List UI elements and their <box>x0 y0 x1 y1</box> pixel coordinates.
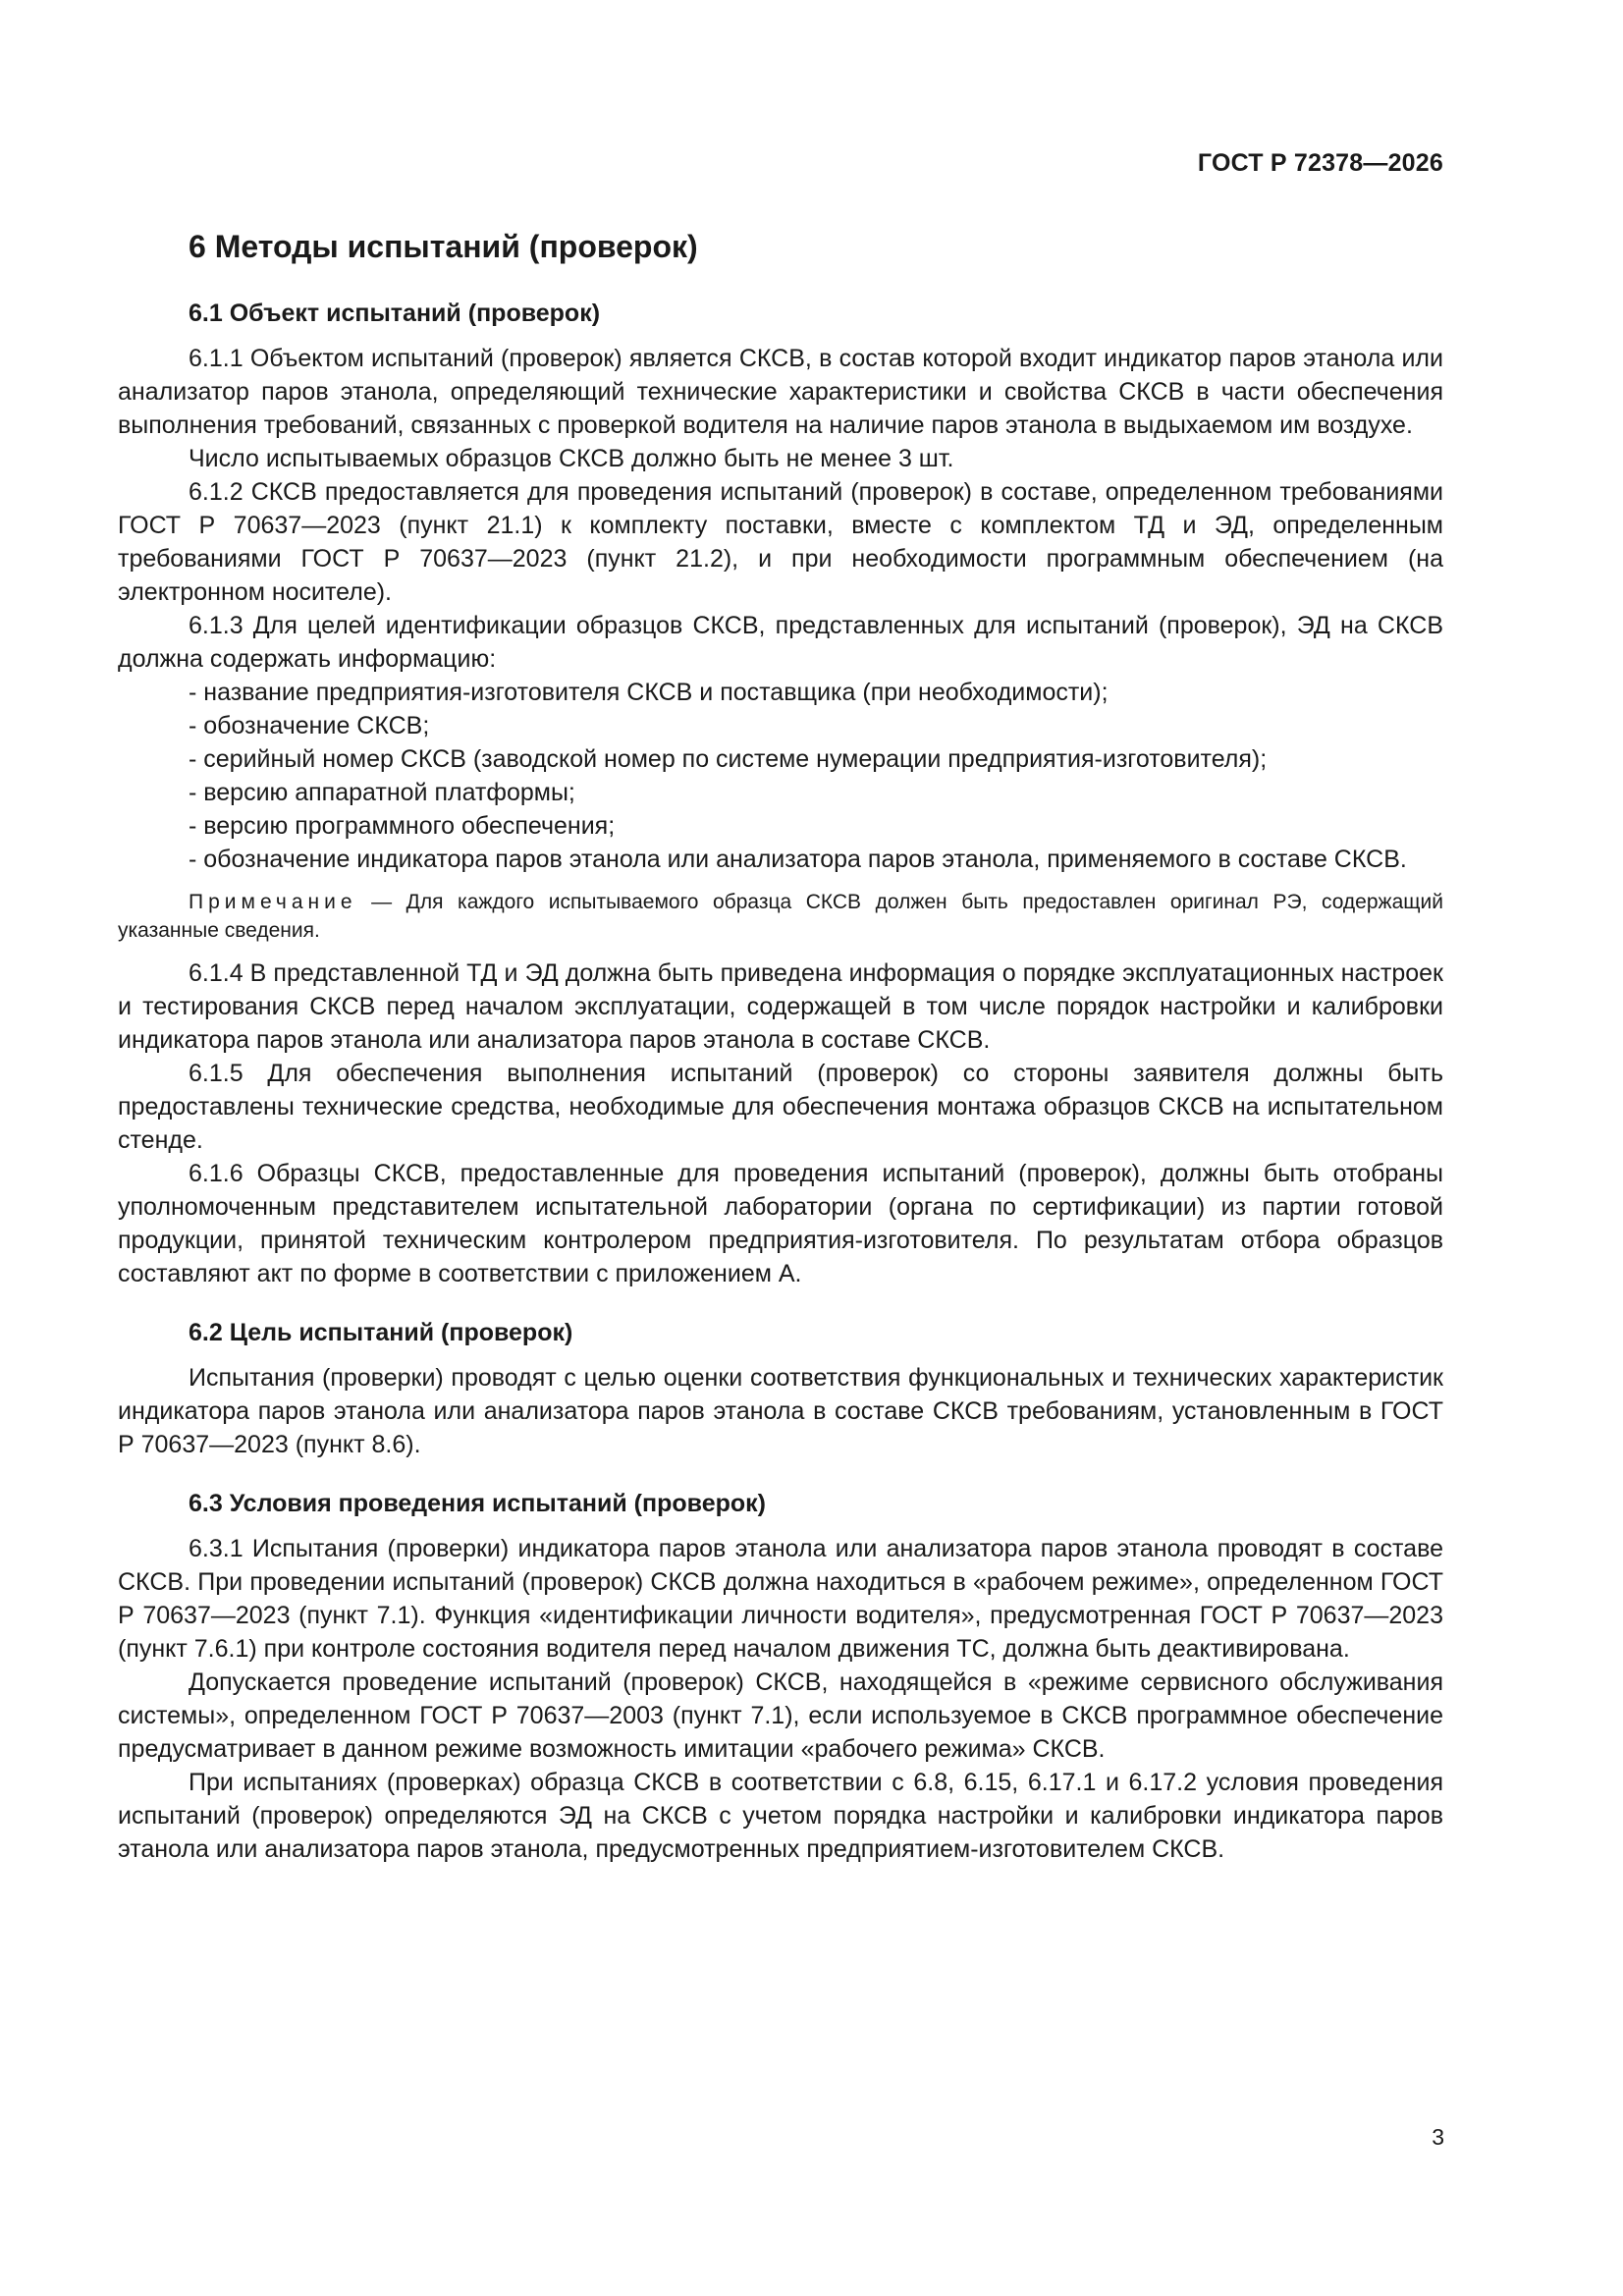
paragraph-6-1-5: 6.1.5 Для обеспечения выполнения испытаний (проверок) со стороны заявителя должны быть предоставлены технические средства, необходимые для обеспечения монтажа образцов СКСВ на испытательном стенде. <box>118 1060 1443 1154</box>
list-item: - серийный номер СКСВ (заводской номер по системе нумерации предприятия-изготовителя); <box>189 745 1268 773</box>
paragraph-service-mode: Допускается проведение испытаний (проверок) СКСВ, находящейся в «режиме сервисного обслуживания системы», определенном ГОСТ Р 70637—2003 (пункт 7.1), если используемое в СКСВ программное обеспечение предусматривает в данном режиме возможность имитации «рабочего режима» СКСВ. <box>118 1668 1443 1763</box>
subsection-title-6-2: 6.2 Цель испытаний (проверок) <box>189 1319 573 1346</box>
paragraph-6-1-6: 6.1.6 Образцы СКСВ, предоставленные для проведения испытаний (проверок), должны быть отобраны уполномоченным представителем испытательной лаборатории (органа по сертификации) из партии готовой продукции, принятой техническим контролером предприятия-изготовителя. По результатам отбора образцов составляют акт по форме в соответствии с приложением А. <box>118 1160 1443 1287</box>
subsection-title-6-3: 6.3 Условия проведения испытаний (проверок) <box>189 1490 766 1517</box>
section-title: 6 Методы испытаний (проверок) <box>189 229 698 264</box>
paragraph-test-conditions: При испытаниях (проверках) образца СКСВ в соответствии с 6.8, 6.15, 6.17.1 и 6.17.2 условия проведения испытаний (проверок) определяются ЭД на СКСВ с учетом порядка настройки и калибровки индикатора паров этанола или анализатора паров этанола, предусмотренных предприятием-изготовителем СКСВ. <box>118 1769 1443 1863</box>
paragraph-6-1-3: 6.1.3 Для целей идентификации образцов СКСВ, представленных для испытаний (проверок), ЭД на СКСВ должна содержать информацию: <box>118 612 1443 673</box>
note-text: — Для каждого испытываемого образца СКСВ должен быть предоставлен оригинал РЭ, содержащий указанные сведения. <box>118 891 1443 942</box>
paragraph-6-2: Испытания (проверки) проводят с целью оценки соответствия функциональных и технических характеристик индикатора паров этанола или анализатора паров этанола в составе СКСВ требованиям, установленным в ГОСТ Р 70637—2023 (пункт 8.6). <box>118 1364 1443 1458</box>
subsection-title-6-1: 6.1 Объект испытаний (проверок) <box>189 300 601 327</box>
note-label: Примечание <box>189 891 357 913</box>
document-code-header: ГОСТ Р 72378—2026 <box>1197 149 1443 177</box>
identification-list <box>118 676 1443 876</box>
list-item: - версию аппаратной платформы; <box>189 779 575 806</box>
list-item: - обозначение индикатора паров этанола или анализатора паров этанола, применяемого в составе СКСВ. <box>189 846 1407 873</box>
list-item: - версию программного обеспечения; <box>189 812 616 840</box>
paragraph-6-1-2: 6.1.2 СКСВ предоставляется для проведения испытаний (проверок) в составе, определенном требованиями ГОСТ Р 70637—2023 (пункт 21.1) к комплекту поставки, вместе с комплектом ТД и ЭД, определенным требованиями ГОСТ Р 70637—2023 (пункт 21.2), и при необходимости программным обеспечением (на электронном носителе). <box>118 478 1443 606</box>
list-item: - обозначение СКСВ; <box>189 712 430 739</box>
paragraph-sample-count: Число испытываемых образцов СКСВ должно быть не менее 3 шт. <box>189 445 954 472</box>
note <box>118 888 1443 945</box>
paragraph-6-1-4: 6.1.4 В представленной ТД и ЭД должна быть приведена информация о порядке эксплуатационных настроек и тестирования СКСВ перед началом эксплуатации, содержащей в том числе порядок настройки и калибровки индикатора паров этанола или анализатора паров этанола в составе СКСВ. <box>118 959 1443 1054</box>
document-body <box>118 224 1443 1866</box>
page-number: 3 <box>1432 2124 1444 2150</box>
paragraph-6-3-1: 6.3.1 Испытания (проверки) индикатора паров этанола или анализатора паров этанола проводят в составе СКСВ. При проведении испытаний (проверок) СКСВ должна находиться в «рабочем режиме», определенном ГОСТ Р 70637—2023 (пункт 7.1). Функция «идентификации личности водителя», предусмотренная ГОСТ Р 70637—2023 (пункт 7.6.1) при контроле состояния водителя перед началом движения ТС, должна быть деактивирована. <box>118 1535 1443 1663</box>
list-item: - название предприятия-изготовителя СКСВ и поставщика (при необходимости); <box>189 679 1109 706</box>
paragraph-6-1-1: 6.1.1 Объектом испытаний (проверок) является СКСВ, в состав которой входит индикатор паров этанола или анализатор паров этанола, определяющий технические характеристики и свойства СКСВ в части обеспечения выполнения требований, связанных с проверкой водителя на наличие паров этанола в выдыхаемом им воздухе. <box>118 345 1443 439</box>
